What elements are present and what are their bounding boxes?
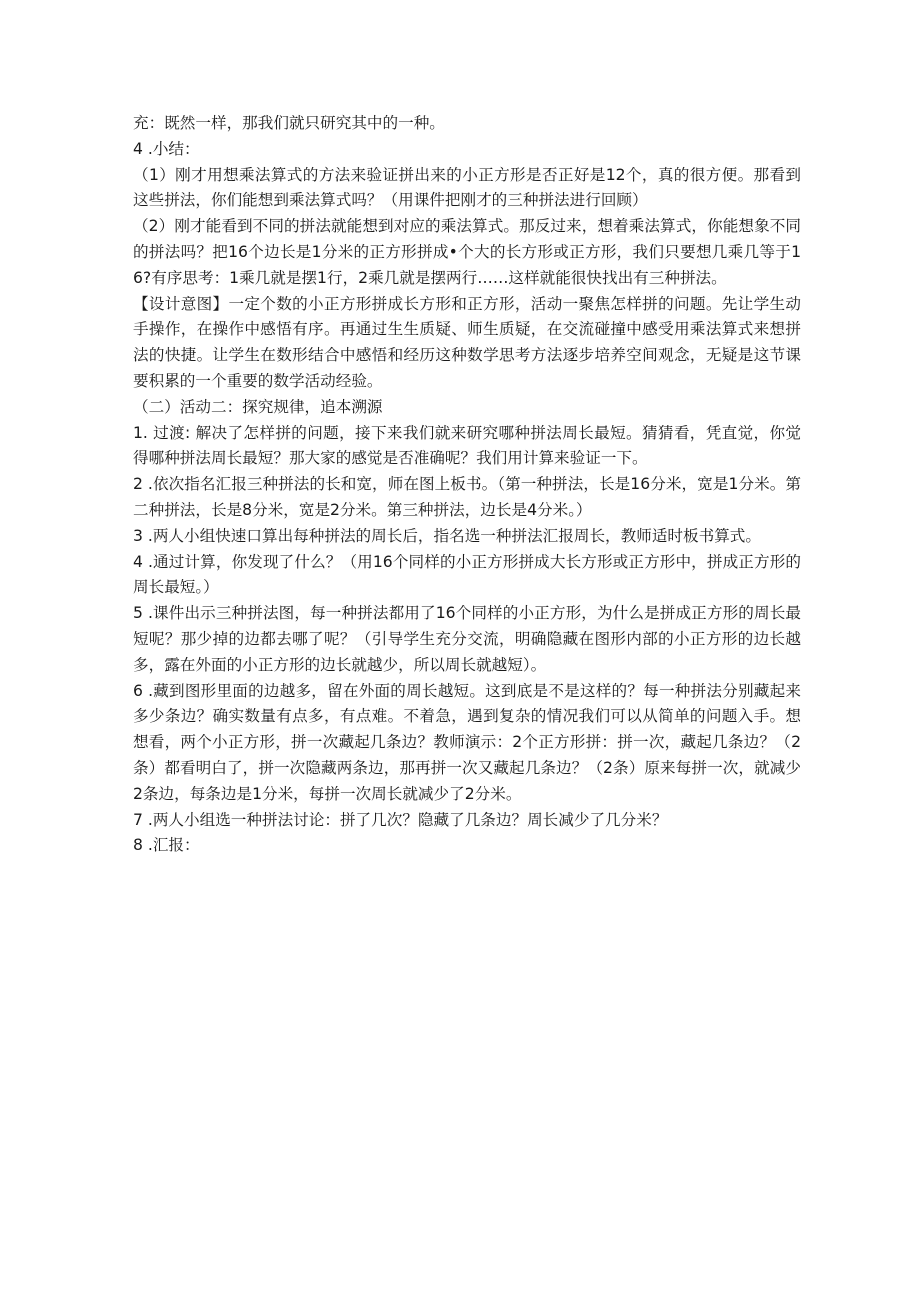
paragraph-design-intent: 【设计意图】一定个数的小正方形拼成长方形和正方形，活动一聚焦怎样拼的问题。先让学生动手操作，在操作中感悟有序。再通过生生质疑、师生质疑，在交流碰撞中感受用乘法算式来想拼法的快捷。让学生在数形结合中感悟和经历这种数学思考方法逐步培养空间观念，无疑是这节课要积累的一个重要的数学活动经验。 (133, 294, 801, 390)
paragraph-summary-2: （2）刚才能看到不同的拼法就能想到对应的乘法算式。那反过来，想着乘法算式，你能想象不同的拼法吗？把16个边长是1分米的正方形拼成•个大的长方形或正方形，我们只要想几乘几等于16?有序思考：1乘几就是摆1行，2乘几就是摆两行……这样就能很快找出有三种拼法。 (133, 217, 801, 287)
step-8-report: 8 .汇报： (133, 836, 200, 855)
step-7-group-discussion: 7 .两人小组选一种拼法讨论：拼了几次？隐藏了几条边？周长减少了几分米？ (133, 810, 668, 829)
step-4-discovery: 4 .通过计算，你发现了什么？（用16个同样的小正方形拼成大长方形或正方形中，拼成正方形的周长最短。） (133, 552, 801, 597)
paragraph-summary-1: （1）刚才用想乘法算式的方法来验证拼出来的小正方形是否正好是12个，真的很方便。那看到这些拼法，你们能想到乘法算式吗？（用课件把刚才的三种拼法进行回顾） (133, 165, 801, 210)
step-2-report-dimensions: 2 .依次指名汇报三种拼法的长和宽，师在图上板书。（第一种拼法，长是16分米，宽是1分米。第二种拼法，长是8分米，宽是2分米。第三种拼法，边长是4分米。） (133, 475, 801, 519)
step-5-courseware: 5 .课件出示三种拼法图，每一种拼法都用了16个同样的小正方形，为什么是拼成正方形的周长最短呢？那少掉的边都去哪了呢？（引导学生充分交流，明确隐藏在图形内部的小正方形的边长越多，露在外面的小正方形的边长就越少，所以周长就越短）。 (133, 604, 801, 674)
step-1-transition: 1. 过渡: 解决了怎样拼的问题，接下来我们就来研究哪种拼法周长最短。猜猜看，凭直觉，你觉得哪种拼法周长最短？那大家的感觉是否准确呢？我们用计算来验证一下。 (133, 423, 801, 468)
heading-summary: 4 .小结： (133, 139, 200, 158)
step-3-compute-perimeter: 3 .两人小组快速口算出每种拼法的周长后，指名选一种拼法汇报周长，教师适时板书算式。 (133, 526, 761, 545)
step-6-hidden-edges: 6 .藏到图形里面的边越多，留在外面的周长越短。这到底是不是这样的？每一种拼法分别藏起来多少条边？确实数量有点多，有点难。不着急，遇到复杂的情况我们可以从简单的问题入手。想想看，两个小正方形，拼一次藏起几条边？教师演示：2个正方形拼：拼一次，藏起几条边？（2条）都看明白了，拼一次隐藏两条边，那再拼一次又藏起几条边？（2条）原来每拼一次，就减少2条边，每条边是1分米，每拼一次周长就减少了2分米。 (133, 681, 801, 803)
paragraph-conclusion: 充：既然一样，那我们就只研究其中的一种。 (133, 114, 445, 132)
heading-activity-two: （二）活动二：探究规律，追本溯源 (133, 397, 383, 416)
document-body (133, 111, 801, 859)
